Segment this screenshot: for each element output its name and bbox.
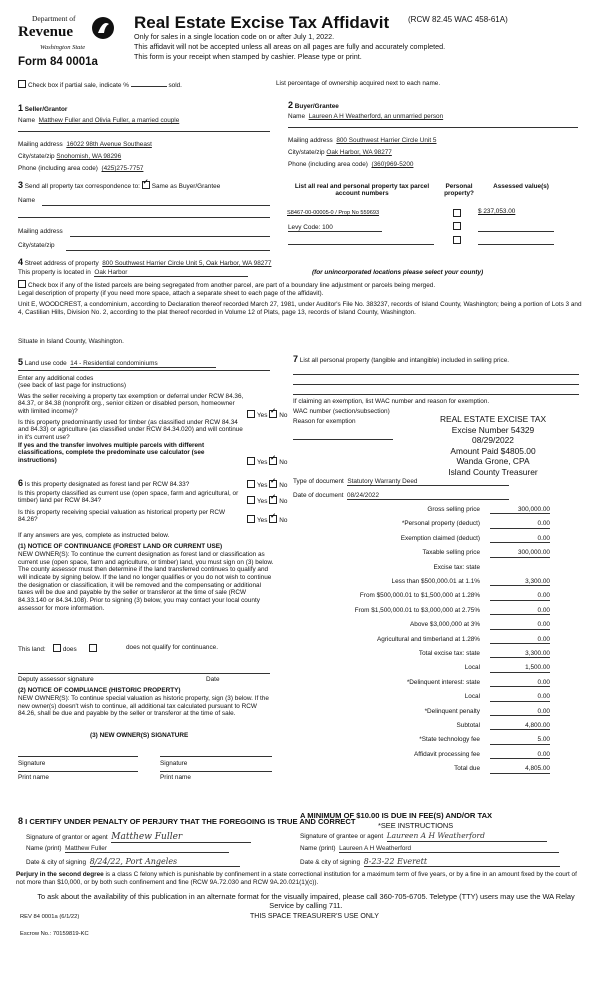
does-checkbox[interactable]	[53, 644, 61, 652]
personal-checkbox-3[interactable]	[453, 236, 463, 245]
escrow-number: Escrow No.: 70159819-KC	[20, 931, 89, 937]
calc-label: From $500,000.01 to $1,500,000 at 1.28%	[359, 592, 480, 600]
header-line-1: Only for sales in a single location code on or after July 1, 2022.	[134, 32, 335, 41]
calc-label: Taxable selling price	[422, 549, 480, 557]
calc-value[interactable]: 5.00	[490, 736, 550, 744]
calc-value[interactable]: 0.00	[490, 520, 550, 528]
grantee-signature[interactable]: Signature of grantee or agent Laureen A H Weatherford	[300, 832, 547, 842]
grantor-date-city[interactable]: Date & city of signing 8/24/22, Port Angeles	[26, 857, 240, 867]
calc-label: Gross selling price	[427, 506, 480, 513]
form-number: Form 84 0001a	[18, 56, 98, 68]
q-timber-answer[interactable]: Yes ✓ No	[247, 457, 287, 466]
calc-label: Affidavit processing fee	[414, 750, 480, 758]
rev-number: REV 84 0001a (6/1/22)	[20, 914, 80, 920]
section-4-street[interactable]: 4 Street address of property 800 Southwest Harrier Circle Unit 5, Oak Harbor, WA 98277	[18, 257, 272, 267]
owner-signature-1[interactable]: Signature	[18, 760, 46, 767]
perjury-notice: Perjury in the second degree is a class C felony which is punishable by confinement in a state correctional institution for a maximum term of five years, or by a fine in an amount fixed by the court of not more than $10,000, or by both such confinement and fine (RCW 9A.72.030 and RCW 9A.20.021(1)(c)).	[16, 871, 577, 886]
alt-format-notice: To ask about the availability of this publication in an alternate format for the visually impaired, please call 360-705-6705. Teletype (TTY) users may use the WA Relay Service by calling 711.	[37, 892, 575, 911]
revenue-logo-text: Revenue	[18, 24, 73, 40]
calc-value[interactable]: 3,300.00	[490, 578, 550, 586]
segregated-checkbox[interactable]	[18, 280, 26, 288]
calc-label: Total excise tax: state	[418, 650, 480, 657]
calc-label: Subtotal	[456, 722, 480, 729]
this-land-row: This land: does	[18, 644, 99, 653]
section-3-title: 3 Send all property tax correspondence to: ✓ Same as Buyer/Grantee	[18, 180, 220, 190]
see-instructions: *SEE INSTRUCTIONS	[378, 821, 454, 830]
calc-value[interactable]: 0.00	[490, 592, 550, 600]
personal-col-header: Personal property?	[444, 183, 474, 198]
calc-value[interactable]: 1,500.00	[490, 664, 550, 672]
calc-value[interactable]: 0.00	[490, 607, 550, 615]
section-7-title: 7 List all personal property (tangible and intangible) included in selling price.	[293, 354, 510, 364]
same-as-buyer-checkbox[interactable]	[142, 181, 150, 189]
calc-value[interactable]: 0.00	[490, 708, 550, 716]
buyer-name-field[interactable]: Name Laureen A H Weatherford, an unmarried person	[288, 113, 444, 120]
partial-sale-row: Check box if partial sale, indicate % sold.	[18, 80, 182, 89]
calc-label: Total due	[454, 765, 480, 773]
calc-value[interactable]: 300,000.00	[490, 549, 550, 557]
parcel-number[interactable]: S8467-00-00005-0 / Prop No 559693	[287, 210, 380, 216]
calc-value[interactable]: 300,000.00	[490, 506, 550, 514]
notice-3-title: (3) NEW OWNER(S) SIGNATURE	[90, 732, 189, 739]
unincorporated-note: (for unincorporated locations please select your county)	[312, 269, 484, 276]
notice-1-title: (1) NOTICE OF CONTINUANCE (FOREST LAND OR CURRENT USE)	[18, 543, 223, 550]
q-timber: Is this property predominantly used for timber (as classified under RCW 84.34 and 84.33) or agriculture (as classified under RCW 84.34.020) and will continue in it's current use?	[18, 419, 243, 441]
q-current-use-answer[interactable]: Yes ✓ No	[247, 496, 287, 505]
seller-mail-field[interactable]: Mailing address 16022 98th Avenue Southeast	[18, 141, 152, 148]
levy-code[interactable]: Levy Code: 100	[288, 224, 382, 232]
state-label: Washington State	[40, 44, 86, 51]
q-forest: 6 Is this property designated as forest land per RCW 84.33?	[18, 478, 190, 488]
header-line-2: This affidavit will not be accepted unless all areas on all pages are fully and accurately completed.	[134, 42, 446, 51]
calc-value[interactable]: 0.00	[490, 693, 550, 701]
grantee-print-name[interactable]: Name (print) Laureen A H Weatherford	[300, 845, 559, 853]
tax-city-field[interactable]: City/state/zip	[18, 242, 55, 249]
tax-name-field[interactable]: Name	[18, 197, 36, 204]
dept-label: Department of	[32, 14, 76, 23]
tax-mail-field[interactable]: Mailing address	[18, 228, 63, 235]
notice-2-title: (2) NOTICE OF COMPLIANCE (HISTORIC PROPERTY)	[18, 687, 181, 694]
calc-label: Excise tax: state	[433, 563, 480, 571]
calc-label: *Delinquent interest: state	[406, 678, 480, 686]
calc-value[interactable]: 4,805.00	[490, 765, 550, 773]
assessed-value[interactable]: $ 237,053.00	[478, 208, 516, 215]
does-not-checkbox[interactable]	[89, 644, 97, 652]
calc-value[interactable]: 0.00	[490, 751, 550, 759]
instruction-text: If any answers are yes, complete as instructed below.	[18, 532, 170, 539]
assessed-col-header: Assessed value(s)	[493, 183, 549, 190]
owner-signature-2[interactable]: Signature	[160, 760, 188, 767]
exemption-reason[interactable]: Reason for exemption	[293, 418, 356, 425]
q-exemption: Was the seller receiving a property tax exemption or deferral under RCW 84.36, 84.37, or 84.38 (nonprofit org., senior citizen or disabled person, homeowner with limited income)?	[18, 393, 244, 415]
ownership-note: List percentage of ownership acquired next to each name.	[276, 80, 441, 87]
q-current-use: Is this property classified as current use (open space, farm and agricultural, or timber) land per RCW 84.34?	[18, 490, 239, 505]
calc-label: Less than $500,000.01 at 1.1%	[391, 578, 480, 585]
section-2-title: 2 Buyer/Grantee	[288, 100, 339, 110]
calc-label: From $1,500,000.01 to $3,000,000 at 2.75%	[354, 606, 480, 614]
grantee-date-city[interactable]: Date & city of signing 8-23-22 Everett	[300, 857, 560, 867]
treasurer-use-only: THIS SPACE TREASURER'S USE ONLY	[250, 913, 379, 920]
personal-checkbox-1[interactable]	[453, 209, 463, 218]
calc-value[interactable]: 0.00	[490, 535, 550, 543]
seller-phone-field[interactable]: Phone (including area code) (425)275-7757	[18, 165, 144, 172]
exemption-note: If claiming an exemption, list WAC number and reason for exemption.	[293, 398, 490, 405]
calc-value[interactable]: 4,800.00	[490, 722, 550, 730]
q-timber-multi: If yes and the transfer involves multiple parcels with different classifications, complete the predominate use calculator (see instructions)	[18, 442, 205, 464]
does-not-label: does not qualify for continuance.	[126, 644, 219, 651]
calc-label: *State technology fee	[419, 736, 480, 744]
notice-2-body: NEW OWNER(S): To continue special valuation as historic property, sign (3) below. If the new owner(s) doesn't wish to continue, all additional tax calculated pursuant to RCW 84.26, shall be due and payable by the seller or transferor at the time of sale.	[18, 695, 269, 718]
buyer-mail-field[interactable]: Mailing address 800 Southwest Harrier Circle Unit 5	[288, 137, 437, 144]
calc-value[interactable]: 0.00	[490, 636, 550, 644]
grantor-print-name[interactable]: Name (print) Matthew Fuller	[26, 845, 229, 853]
section-1-title: 1 Seller/Grantor	[18, 103, 68, 113]
treasurer-stamp: REAL ESTATE EXCISE TAX Excise Number 54329 08/29/2022 Amount Paid $4805.00 Wanda Grone, CPA Island County Treasurer	[439, 414, 547, 477]
form-title: Real Estate Excise Tax Affidavit	[134, 13, 390, 32]
grantor-signature[interactable]: Signature of grantor or agent Matthew Fuller	[26, 832, 251, 843]
section-8-title: 8 I CERTIFY UNDER PENALTY OF PERJURY THAT THE FOREGOING IS TRUE AND CORRECT	[18, 816, 356, 826]
segregated-row: Check box if any of the listed parcels are being segregated from another parcel, are part of a boundary line adjustment or parcels being merged.	[18, 280, 588, 289]
deputy-signature-label: Deputy assessor signature	[18, 676, 94, 683]
located-in[interactable]: This property is located in Oak Harbor	[18, 269, 248, 277]
personal-checkbox-2[interactable]	[453, 222, 463, 231]
calc-label: Local	[464, 693, 480, 701]
q-forest-answer[interactable]: Yes ✓ No	[247, 480, 287, 489]
calc-label: Agricultural and timberland at 1.28%	[376, 635, 480, 643]
land-use-field[interactable]: 5 Land use code 14 - Residential condominiums	[18, 357, 216, 368]
deputy-date-label: Date	[206, 676, 220, 683]
calc-label: Above $3,000,000 at 3%	[410, 621, 480, 629]
seller-name-field[interactable]: Name Matthew Fuller and Olivia Fuller, a married couple	[18, 117, 180, 124]
minimum-due: A MINIMUM OF $10.00 IS DUE IN FEE(S) AND/OR TAX	[300, 811, 493, 820]
additional-codes[interactable]: Enter any additional codes (see back of last page for instructions)	[18, 375, 126, 390]
header-line-3: This form is your receipt when stamped by cashier. Please type or print.	[134, 52, 362, 61]
notice-1-body: NEW OWNER(S): To continue the current designation as forest land or classification as current use (open space, farm and agriculture, or timber) land, you must sign on (3) below. The county assessor must then determine if the land transferred continues to qualify and will indicate by signing below. If the land no longer qualifies or you do not wish to continue the designation or classification, it will be removed and the compensating or additional taxes will be due and payable by the seller or transferor at the time of sale (RCW 84.33.140 or 84.34.108). Prior to signing (3) below, you may contact your local county assessor for more information.	[18, 551, 274, 612]
dor-logo-icon	[92, 17, 114, 39]
calc-value[interactable]: 3,300.00	[490, 650, 550, 658]
calc-label: Exemption claimed (deduct)	[400, 534, 480, 542]
wac-number[interactable]: WAC number (section/subsection)	[293, 408, 390, 415]
parcel-col-header: List all real and personal property tax parcel account numbers	[294, 183, 430, 198]
rcw-ref: (RCW 82.45 WAC 458-61A)	[408, 15, 508, 24]
situate-text: Situate in Island County, Washington.	[18, 338, 124, 345]
buyer-city-field[interactable]: City/state/zip Oak Harbor, WA 98277	[288, 149, 392, 156]
q-historic: Is this property receiving special valuation as historical property per RCW 84.26?	[18, 509, 226, 524]
doc-type[interactable]: Type of document Statutory Warranty Deed	[293, 478, 509, 486]
calc-label: *Delinquent penalty	[424, 707, 480, 715]
seller-city-field[interactable]: City/state/zip Snohomish, WA 98296	[18, 153, 122, 160]
calc-value[interactable]: 0.00	[490, 679, 550, 687]
partial-sale-checkbox[interactable]	[18, 80, 26, 88]
legal-description: Unit E, WOODCREST, a condominium, according to Declaration thereof recorded March 27, 1981, under Auditor's File No. 383237, records of Island County, Washington; being a portion of Lots 3 and 4, Castilian Hills, Division No. 2, according to the plat thereof recorded in Volume 12 of Plats, page 13, records of Island County, Washington.	[18, 301, 582, 316]
doc-date[interactable]: Date of document 08/24/2022	[293, 492, 509, 500]
q-historic-answer[interactable]: Yes ✓ No	[247, 515, 287, 524]
owner-print-1[interactable]: Print name	[18, 774, 49, 781]
owner-print-2[interactable]: Print name	[160, 774, 191, 781]
q-exemption-answer[interactable]: Yes ✓ No	[247, 410, 287, 419]
buyer-phone-field[interactable]: Phone (including area code) (360)969-5200	[288, 161, 414, 168]
calc-label: Local	[464, 664, 480, 672]
calc-label: *Personal property (deduct)	[401, 520, 480, 528]
calc-value[interactable]: 0.00	[490, 621, 550, 629]
legal-label: Legal description of property (if you need more space, attach a separate sheet to each page of the affidavit).	[18, 290, 324, 297]
